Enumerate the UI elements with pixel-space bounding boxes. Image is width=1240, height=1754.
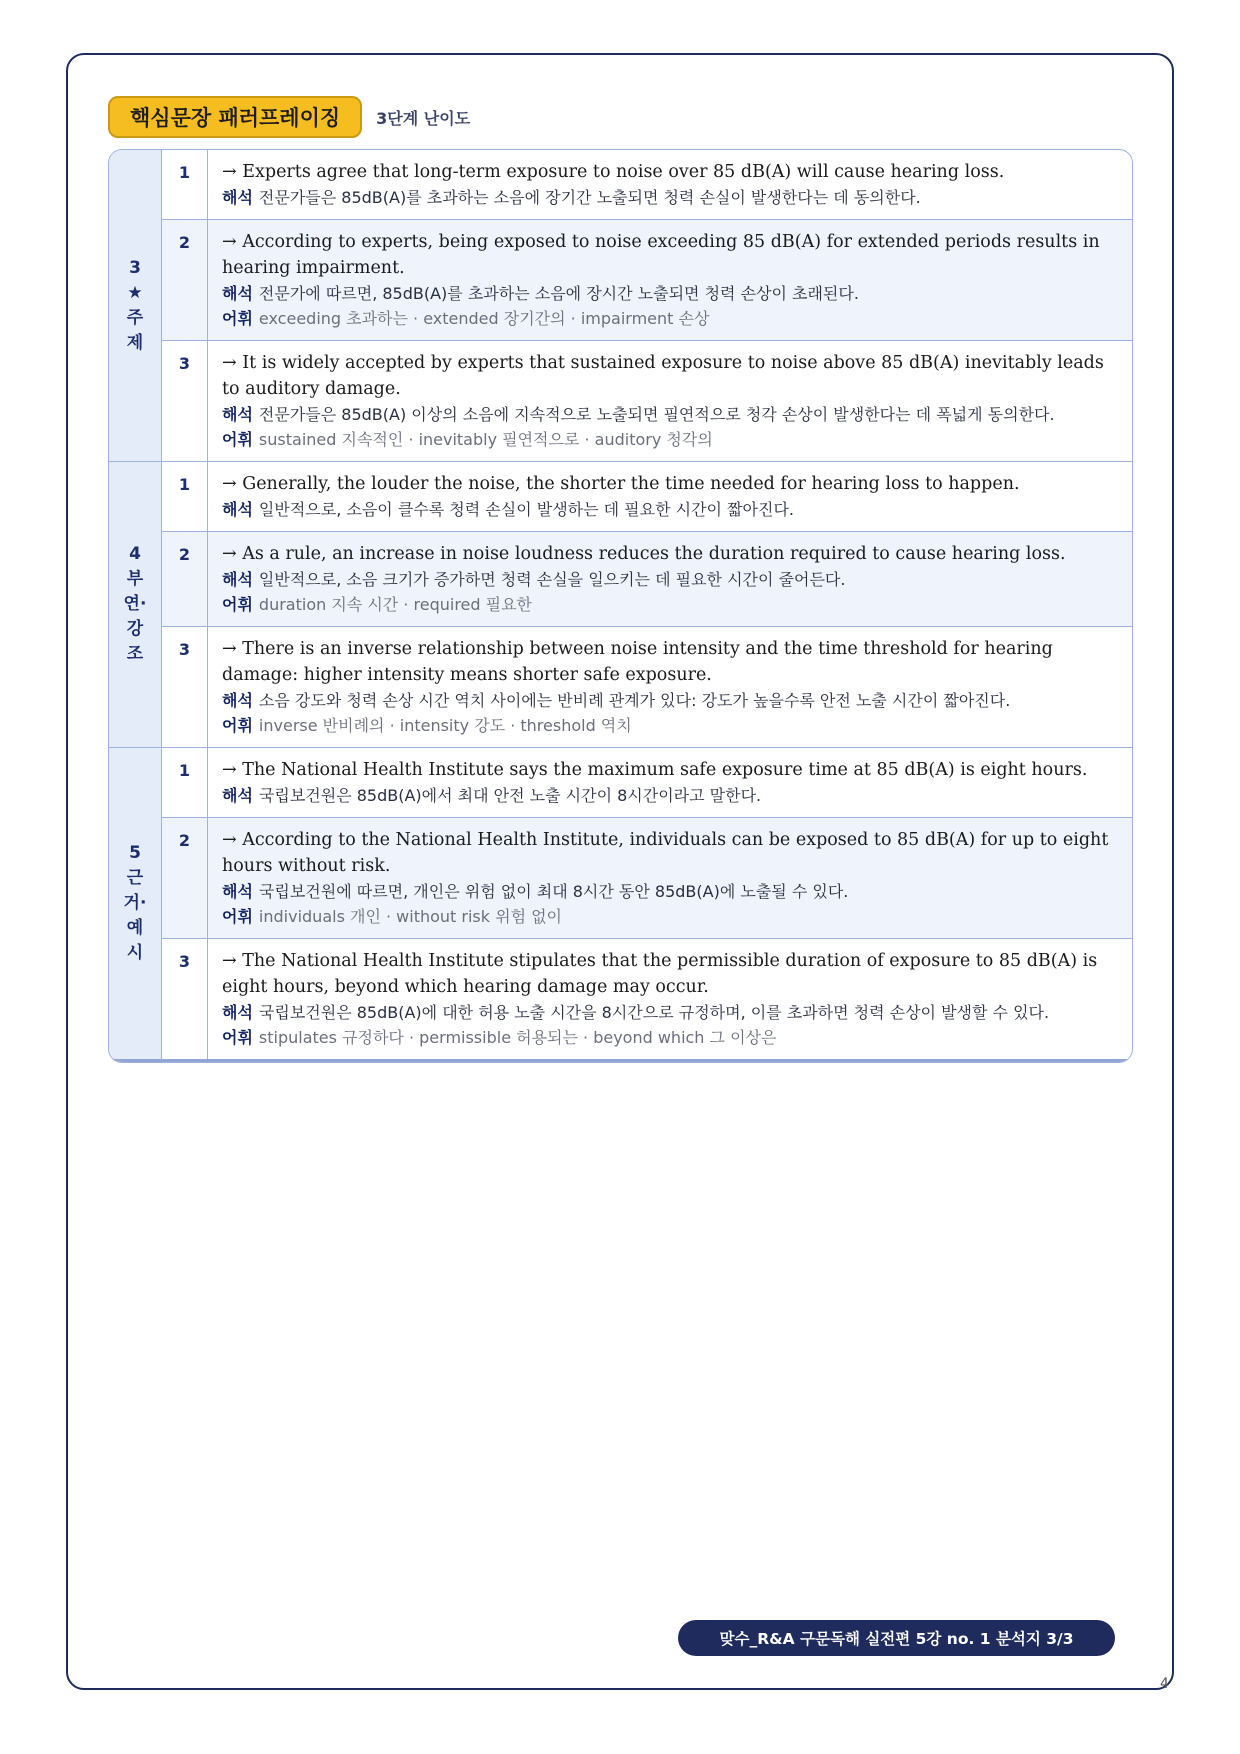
paraphrase-table xyxy=(108,149,1133,1063)
translation-text: 소음 강도와 청력 손상 시간 역치 사이에는 반비례 관계가 있다: 강도가 높을수록 안전 노출 시간이 짧아진다. xyxy=(258,691,1011,710)
translation-text: 국립보건원은 85dB(A)에 대한 허용 노출 시간을 8시간으로 규정하며, 이를 초과하면 청력 손상이 발생할 수 있다. xyxy=(258,1003,1050,1022)
row-number: 2 xyxy=(162,532,208,626)
english-sentence: → As a rule, an increase in noise loudness reduces the duration required to cause hearing loss. xyxy=(222,544,1066,564)
translation-text: 국립보건원에 따르면, 개인은 위험 없이 최대 8시간 동안 85dB(A)에 노출될 수 있다. xyxy=(258,882,849,901)
translation-tag: 해석 xyxy=(222,691,253,710)
row-number: 2 xyxy=(162,220,208,340)
translation-tag: 해석 xyxy=(222,570,253,589)
row-content xyxy=(208,532,1132,626)
group-label-char: 3 xyxy=(129,257,141,278)
page-number: 4 xyxy=(1160,1676,1169,1692)
korean-translation xyxy=(222,783,1118,808)
row-number: 3 xyxy=(162,341,208,461)
vocabulary-text: inverse 반비례의 · intensity 강도 · threshold 역치 xyxy=(258,716,632,735)
vocabulary-tag: 어휘 xyxy=(222,716,253,735)
korean-translation xyxy=(222,567,1118,592)
group-label-char: 시 xyxy=(126,943,144,963)
translation-text: 일반적으로, 소음 크기가 증가하면 청력 손실을 일으키는 데 필요한 시간이 줄어든다. xyxy=(258,570,846,589)
table-row xyxy=(162,220,1132,341)
korean-translation xyxy=(222,879,1118,904)
translation-tag: 해석 xyxy=(222,786,253,805)
row-content xyxy=(208,150,1132,219)
vocabulary-text: duration 지속 시간 · required 필요한 xyxy=(258,595,532,614)
group-label-char: 제 xyxy=(126,332,144,353)
row-content xyxy=(208,341,1132,461)
row-content xyxy=(208,748,1132,817)
table-row xyxy=(162,150,1132,220)
english-sentence: → There is an inverse relationship between noise intensity and the time threshold for hearing damage: higher intensity means shorter safe exposure. xyxy=(222,639,1053,685)
translation-text: 전문가들은 85dB(A)를 초과하는 소음에 장기간 노출되면 청력 손실이 발생한다는 데 동의한다. xyxy=(258,188,921,207)
table-group xyxy=(109,748,1132,1062)
vocabulary-line xyxy=(222,904,1118,929)
korean-translation xyxy=(222,497,1118,522)
korean-translation xyxy=(222,281,1118,306)
group-label-char: 5 xyxy=(129,843,141,863)
table-row xyxy=(162,532,1132,627)
translation-text: 일반적으로, 소음이 클수록 청력 손실이 발생하는 데 필요한 시간이 짧아진다. xyxy=(258,500,795,519)
translation-tag: 해석 xyxy=(222,500,253,519)
english-sentence: → According to the National Health Institute, individuals can be exposed to 85 dB(A) for up to eight hours without risk. xyxy=(222,830,1109,876)
group-label-char: 근 xyxy=(126,868,144,888)
row-content xyxy=(208,627,1132,747)
footer-label: 맞수_R&A 구문독해 실전편 5강 no. 1 분석지 3/3 xyxy=(678,1620,1115,1656)
group-label-char: 4 xyxy=(129,544,141,564)
group-label xyxy=(109,462,162,747)
table-group xyxy=(109,462,1132,748)
group-label xyxy=(109,150,162,461)
row-content xyxy=(208,220,1132,340)
vocabulary-tag: 어휘 xyxy=(222,309,253,328)
vocabulary-line xyxy=(222,592,1118,617)
vocabulary-tag: 어휘 xyxy=(222,907,253,926)
translation-text: 전문가에 따르면, 85dB(A)를 초과하는 소음에 장시간 노출되면 청력 손상이 초래된다. xyxy=(258,284,859,303)
row-number: 2 xyxy=(162,818,208,938)
row-content xyxy=(208,939,1132,1059)
english-sentence: → According to experts, being exposed to noise exceeding 85 dB(A) for extended periods results in hearing impairment. xyxy=(222,232,1100,278)
vocabulary-tag: 어휘 xyxy=(222,1028,253,1047)
korean-translation xyxy=(222,688,1118,713)
translation-tag: 해석 xyxy=(222,405,253,424)
vocabulary-line xyxy=(222,306,1118,331)
english-sentence: → Generally, the louder the noise, the shorter the time needed for hearing loss to happen. xyxy=(222,474,1020,494)
group-label-char: 부 xyxy=(126,569,144,589)
korean-translation xyxy=(222,185,1118,210)
section-title: 핵심문장 패러프레이징 xyxy=(108,96,362,138)
vocabulary-text: sustained 지속적인 · inevitably 필연적으로 · auditory 청각의 xyxy=(258,430,713,449)
translation-tag: 해석 xyxy=(222,284,253,303)
table-row xyxy=(162,748,1132,818)
row-number: 3 xyxy=(162,627,208,747)
row-content xyxy=(208,462,1132,531)
english-sentence: → Experts agree that long-term exposure to noise over 85 dB(A) will cause hearing loss. xyxy=(222,162,1005,182)
group-label-char: 연· xyxy=(123,594,147,614)
group-label-char: 강 xyxy=(126,619,144,639)
row-number: 1 xyxy=(162,462,208,531)
group-label-char: 주 xyxy=(126,307,144,328)
translation-tag: 해석 xyxy=(222,188,253,207)
group-label-char: 예 xyxy=(126,918,144,938)
row-number: 3 xyxy=(162,939,208,1059)
difficulty-level: 3단계 난이도 xyxy=(376,108,471,128)
translation-text: 전문가들은 85dB(A) 이상의 소음에 지속적으로 노출되면 필연적으로 청각 손상이 발생한다는 데 폭넓게 동의한다. xyxy=(258,405,1055,424)
vocabulary-tag: 어휘 xyxy=(222,430,253,449)
table-row xyxy=(162,341,1132,461)
row-content xyxy=(208,818,1132,938)
korean-translation xyxy=(222,1000,1118,1025)
table-group xyxy=(109,150,1132,462)
row-number: 1 xyxy=(162,748,208,817)
row-number: 1 xyxy=(162,150,208,219)
group-label xyxy=(109,748,162,1059)
table-row xyxy=(162,939,1132,1059)
vocabulary-line xyxy=(222,1025,1118,1050)
vocabulary-text: individuals 개인 · without risk 위험 없이 xyxy=(258,907,563,926)
section-header xyxy=(108,96,470,138)
table-row xyxy=(162,627,1132,747)
korean-translation xyxy=(222,402,1118,427)
table-row xyxy=(162,818,1132,939)
group-label-char: ★ xyxy=(127,282,143,303)
group-label-char: 조 xyxy=(126,644,144,664)
translation-tag: 해석 xyxy=(222,882,253,901)
translation-text: 국립보건원은 85dB(A)에서 최대 안전 노출 시간이 8시간이라고 말한다. xyxy=(258,786,762,805)
vocabulary-text: stipulates 규정하다 · permissible 허용되는 · beyond which 그 이상은 xyxy=(258,1028,777,1047)
vocabulary-tag: 어휘 xyxy=(222,595,253,614)
vocabulary-line xyxy=(222,713,1118,738)
vocabulary-text: exceeding 초과하는 · extended 장기간의 · impairment 손상 xyxy=(258,309,710,328)
english-sentence: → It is widely accepted by experts that sustained exposure to noise above 85 dB(A) inevitably leads to auditory damage. xyxy=(222,353,1104,399)
translation-tag: 해석 xyxy=(222,1003,253,1022)
table-row xyxy=(162,462,1132,532)
group-label-char: 거· xyxy=(123,893,147,913)
english-sentence: → The National Health Institute stipulates that the permissible duration of exposure to 85 dB(A) is eight hours, beyond which hearing damage may occur. xyxy=(222,951,1098,997)
english-sentence: → The National Health Institute says the maximum safe exposure time at 85 dB(A) is eight hours. xyxy=(222,760,1088,780)
vocabulary-line xyxy=(222,427,1118,452)
